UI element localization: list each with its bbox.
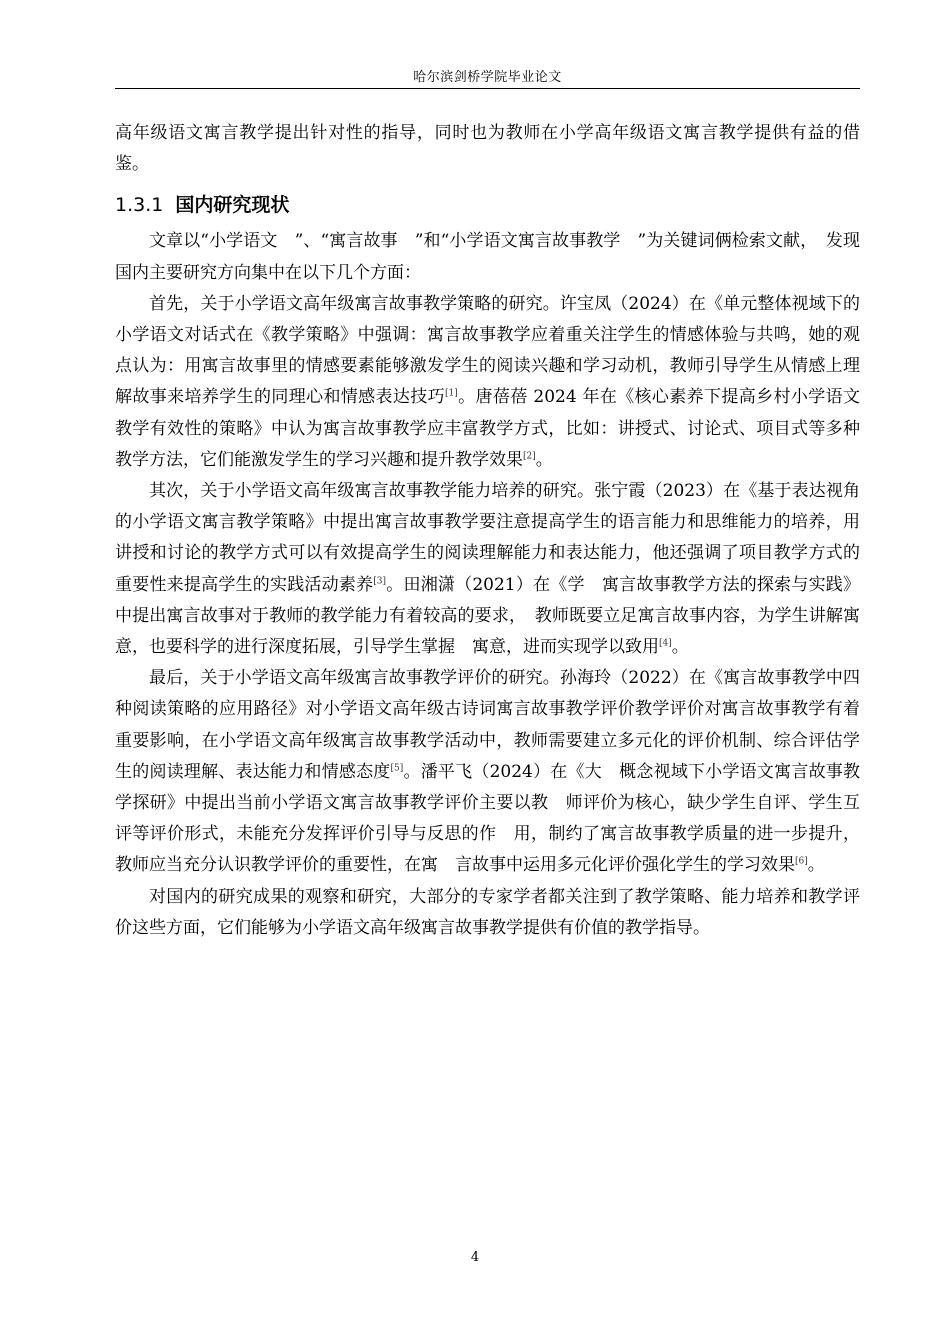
citation-1: [1] — [445, 388, 458, 399]
paragraph-4-text-a: 最后，关于小学语文高年级寓言故事教学评价的研究。孙海玲（2022）在《寓言故事教学中四种阅读策略的应用路径》对小学语文高年级古诗词寓言故事教学评价教学评价对寓言故事教学有着重要影响，在小学语文高年级寓言故事教学活动中，教师需要建立多元化的评价机制、综合评估学生的阅读理解、表达能力和情感态度 — [115, 668, 860, 782]
paragraph-1: 文章以“小学语文 ”、“寓言故事 ”和“小学语文寓言故事教学 ”为关键词俩检索文献， 发现国内主要研究方向集中在以下几个方面： — [115, 231, 860, 283]
paragraph-3-text-b: 。田湘潇（2021）在《学 寓言故事教学方法的探索与实践》中提出寓言故事对于教师的教学能力有着较高的要求， 教师既要立足寓言故事内容，为学生讲解寓意，也要科学的进行深度拓展，引导学生掌握 寓意，进而实现学以致用 — [115, 574, 861, 658]
paragraph-3-text-c: 。 — [671, 637, 689, 658]
section-number: 1.3.1 — [115, 194, 164, 217]
citation-5: [5] — [390, 763, 404, 774]
page-body — [115, 118, 860, 944]
citation-4: [4] — [659, 638, 672, 649]
citation-3: [3] — [373, 575, 387, 586]
paragraph-2-text-c: 。 — [535, 449, 553, 470]
paragraph-4-text-b: 。潘平飞（2024）在《大 概念视域下小学语文寓言故事教学探研》中提出当前小学语文寓言故事教学评价主要以教 师评价为核心，缺少学生自评、学生互评等评价形式，未能充分发挥评价引导与反思的作 用，制约了寓言故事教学质量的进一步提升，教师应当充分认识教学评价的重要性，在寓 言故事中运用多元化评价强化学生的学习效果 — [115, 761, 861, 876]
paragraph-3 — [115, 476, 860, 663]
citation-6: [6] — [795, 856, 808, 867]
paragraph-3-text-a: 其次，关于小学语文高年级寓言故事教学能力培养的研究。张宁霞（2023）在《基于表达视角的小学语文寓言教学策略》中提出寓言故事教学要注意提高学生的语言能力和思维能力的培养，用讲授和讨论的教学方式可以有效提高学生的阅读理解能力和表达能力，他还强调了项目教学方式的重要性来提高学生的实践活动素养 — [115, 481, 860, 595]
paragraph-5: 对国内的研究成果的观察和研究，大部分的专家学者都关注到了教学策略、能力培养和教学评价这些方面，它们能够为小学语文高年级寓言故事教学提供有价值的教学指导。 — [115, 886, 860, 938]
section-heading — [115, 190, 860, 220]
paragraph-4-text-c: 。 — [807, 855, 825, 876]
section-title: 国内研究现状 — [175, 194, 290, 217]
paragraph-4 — [115, 663, 860, 881]
header-divider — [115, 88, 860, 89]
page-number: 4 — [470, 1250, 480, 1265]
paragraph-2-text-a: 首先，关于小学语文高年级寓言故事教学策略的研究。许宝凤（2024）在《单元整体视域下的小学语文对话式在《教学策略》中强调：寓言故事教学应着重关注学生的情感体验与共鸣，她的观点认为：用寓言故事里的情感要素能够激发学生的阅读兴趣和学习动机，教师引导学生从情感上理解故事来培养学生的同理心和情感表达技巧 — [115, 293, 860, 408]
paragraph-2-text-b: 。唐蓓蓓 2024 年在《核心素养下提高乡村小学语文教学有效性的策略》中认为寓言故事教学应丰富教学方式，比如：讲授式、讨论式、项目式等多种教学方法，它们能激发学生的学习兴趣和提升教学效果 — [115, 387, 860, 470]
paragraph-2 — [115, 289, 860, 476]
running-header: 哈尔滨剑桥学院毕业论文 — [413, 70, 562, 85]
citation-2: [2] — [523, 451, 536, 462]
intro-paragraph: 高年级语文寓言教学提出针对性的指导，同时也为教师在小学高年级语文寓言教学提供有益的借鉴。 — [115, 123, 860, 175]
